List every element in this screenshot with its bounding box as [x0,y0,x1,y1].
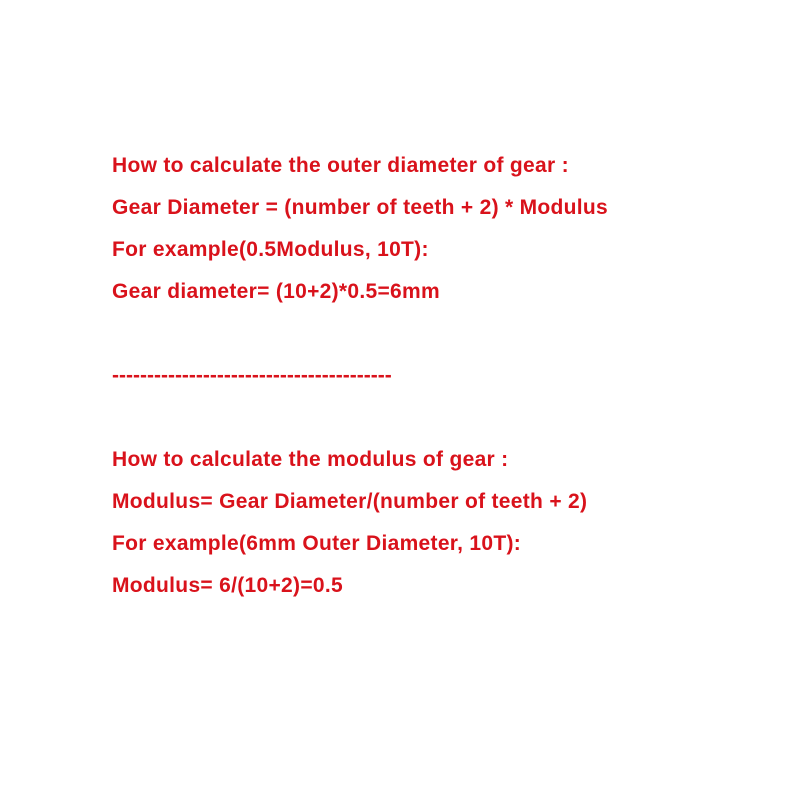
modulus-example-result: Modulus= 6/(10+2)=0.5 [112,574,343,597]
outer-diameter-example-result: Gear diameter= (10+2)*0.5=6mm [112,280,440,303]
outer-diameter-heading: How to calculate the outer diameter of gear : [112,154,569,177]
gear-formula-content [112,145,792,607]
spacer [112,397,792,439]
modulus-formula: Modulus= Gear Diameter/(number of teeth + 2) [112,490,588,513]
modulus-heading: How to calculate the modulus of gear : [112,448,509,471]
section-divider: ---------------------------------------- [112,364,392,387]
spacer [112,313,792,355]
outer-diameter-example-label: For example(0.5Modulus, 10T): [112,238,429,261]
outer-diameter-formula: Gear Diameter = (number of teeth + 2) * Modulus [112,196,609,219]
modulus-example-label: For example(6mm Outer Diameter, 10T): [112,532,522,555]
